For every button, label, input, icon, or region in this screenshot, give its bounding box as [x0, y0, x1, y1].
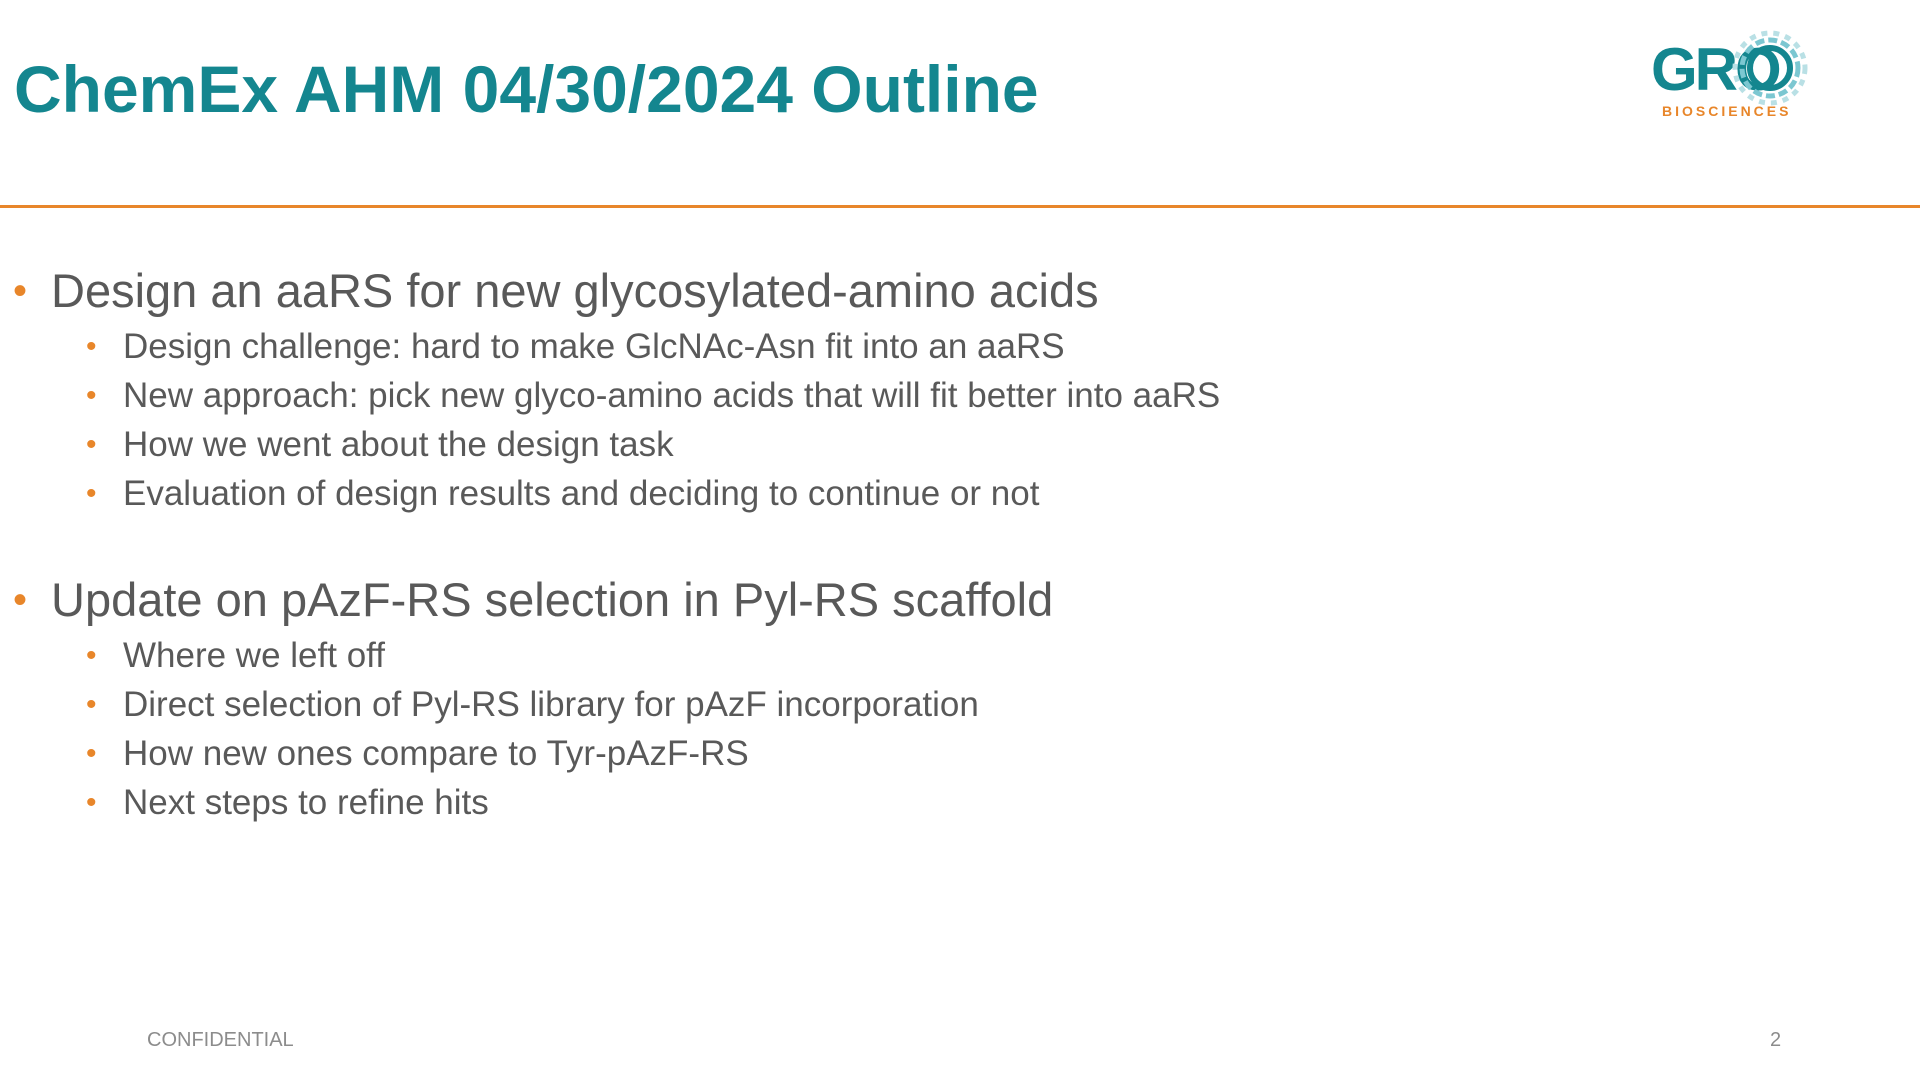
section-pazf-rs-update — [0, 569, 1900, 827]
logo-subtitle: BIOSCIENCES — [1662, 103, 1792, 119]
slide-content — [0, 260, 1900, 878]
bullet-icon: • — [86, 786, 97, 819]
section-heading: • Update on pAzF-RS selection in Pyl-RS scaffold — [0, 569, 1900, 631]
bullet-icon: • — [86, 428, 97, 461]
logo-wordmark: GRO — [1651, 36, 1779, 103]
bullet-icon: • — [86, 477, 97, 510]
bullet-icon: • — [13, 578, 28, 622]
confidential-label: CONFIDENTIAL — [147, 1029, 294, 1051]
list-item: • Direct selection of Pyl-RS library for pAzF incorporation — [0, 680, 1900, 729]
list-item: • Evaluation of design results and deciding to continue or not — [0, 469, 1900, 518]
list-item: • Next steps to refine hits — [0, 778, 1900, 827]
page-number: 2 — [1770, 1029, 1782, 1051]
page-title: ChemEx AHM 04/30/2024 Outline — [14, 52, 1039, 126]
bullet-icon: • — [86, 688, 97, 721]
list-item: • How we went about the design task — [0, 420, 1900, 469]
bullet-icon: • — [86, 639, 97, 672]
list-item: • New approach: pick new glyco-amino acids that will fit better into aaRS — [0, 371, 1900, 420]
list-item: • Design challenge: hard to make GlcNAc-Asn fit into an aaRS — [0, 322, 1900, 371]
bullet-icon: • — [86, 330, 97, 363]
header-divider — [0, 205, 1920, 208]
section-heading: • Design an aaRS for new glycosylated-amino acids — [0, 260, 1900, 322]
list-item: • Where we left off — [0, 631, 1900, 680]
list-item: • How new ones compare to Tyr-pAzF-RS — [0, 729, 1900, 778]
gro-biosciences-logo — [1648, 28, 1820, 124]
bullet-icon: • — [86, 379, 97, 412]
bullet-icon: • — [86, 737, 97, 770]
bullet-icon: • — [13, 269, 28, 313]
section-aars-design — [0, 260, 1900, 518]
